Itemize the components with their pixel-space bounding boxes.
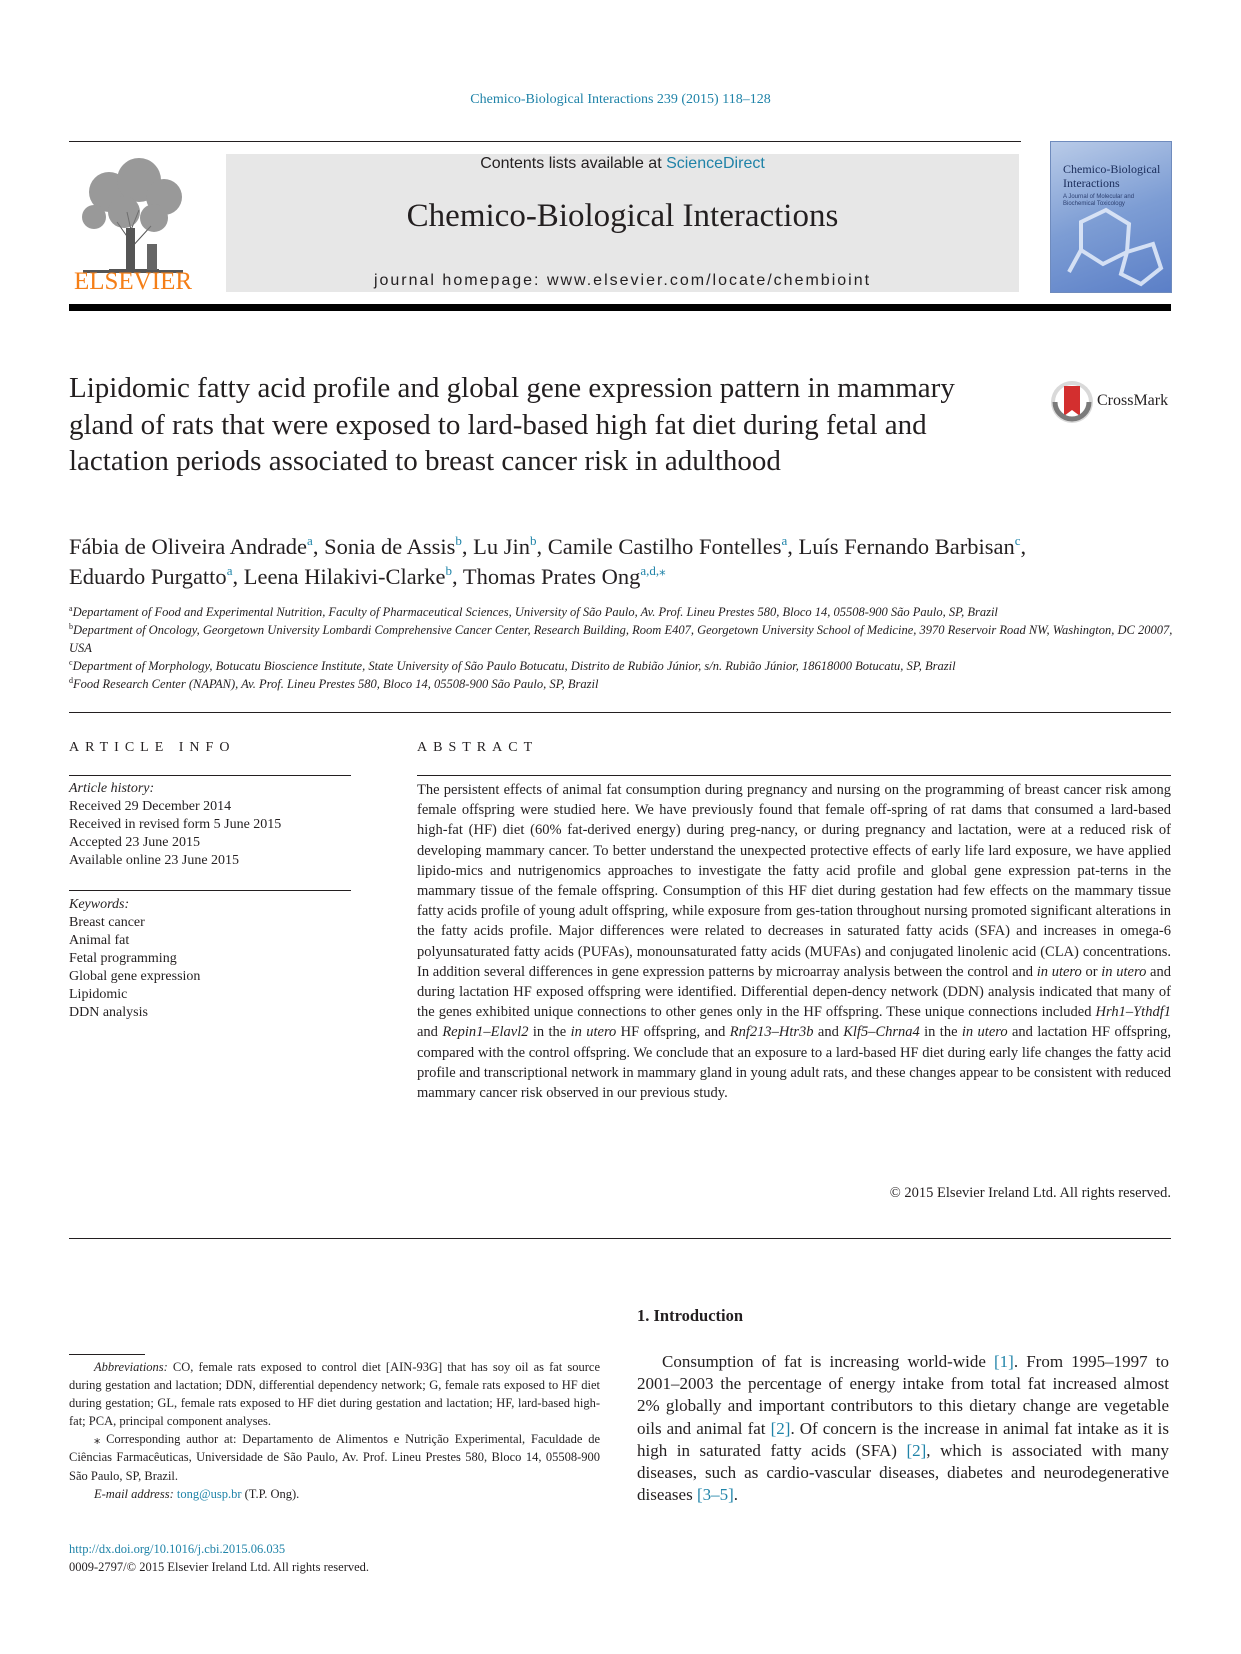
author-separator: , bbox=[232, 564, 244, 589]
journal-cover-image[interactable] bbox=[1050, 141, 1172, 293]
author-affiliation-mark[interactable]: a bbox=[226, 563, 233, 578]
keywords-label: Keywords: bbox=[69, 897, 130, 912]
reference-link[interactable]: [2] bbox=[770, 1418, 791, 1438]
header-thick-rule bbox=[69, 304, 1171, 311]
author-affiliation-mark[interactable]: b bbox=[529, 533, 537, 548]
abbreviations-footnote: Abbreviations: CO, female rats exposed to control diet [AIN-93G] that has soy oil as fat source during gestation and lactation; DDN, differential dependency network; G, female rats exposed to HF diet during gestation; GL, female rats exposed to HF diet during gestation and lactation; HF, lard-based high-fat; PCA, principal component analyses. bbox=[69, 1360, 600, 1429]
author-list bbox=[69, 532, 1179, 592]
history-item: Available online 23 June 2015 bbox=[69, 853, 240, 868]
author-separator: , bbox=[461, 534, 474, 559]
email-link[interactable]: tong@usp.br bbox=[176, 1486, 242, 1501]
affiliation-label: d bbox=[69, 676, 73, 685]
elsevier-wordmark: ELSEVIER bbox=[73, 268, 193, 295]
author-affiliation-mark[interactable]: c bbox=[1014, 533, 1021, 548]
author-name[interactable]: Leena Hilakivi-Clarke bbox=[243, 564, 446, 589]
article-title: Lipidomic fatty acid profile and global gene expression pattern in mammary gland of rats that were exposed to lard-based high fat diet during fetal and lactation periods associated to breast cancer risk in adulthood bbox=[69, 372, 955, 477]
crossmark-icon[interactable] bbox=[1050, 380, 1094, 424]
reference-link[interactable]: [3–5] bbox=[696, 1485, 734, 1505]
author-line-1 bbox=[69, 532, 1179, 562]
keyword-item: Fetal programming bbox=[69, 951, 177, 966]
affiliation-label: a bbox=[69, 604, 73, 613]
author-separator: , bbox=[312, 534, 325, 559]
doi-block bbox=[69, 1540, 369, 1576]
history-item: Accepted 23 June 2015 bbox=[69, 835, 201, 850]
author-separator: , bbox=[536, 534, 548, 559]
author-name[interactable]: Lu Jin bbox=[473, 534, 530, 559]
affiliation-text: Departament of Food and Experimental Nutrition, Faculty of Pharmaceutical Sciences, University of São Paulo, Av. Prof. Lineu Prestes 580, Bloco 14, 05508-900 São Paulo, SP, Brazil bbox=[72, 605, 998, 619]
reference-link[interactable]: [1] bbox=[994, 1352, 1014, 1371]
article-info-heading: ARTICLE INFO bbox=[69, 740, 236, 755]
keywords-rule bbox=[69, 890, 351, 891]
author-line-2 bbox=[69, 562, 1179, 592]
cover-title: Chemico-Biological Interactions bbox=[1063, 162, 1161, 190]
cover-subtitle: A Journal of Molecular and Biochemical Toxicology bbox=[1063, 194, 1135, 207]
doi-link[interactable]: http://dx.doi.org/10.1016/j.cbi.2015.06.035 bbox=[69, 1542, 286, 1556]
email-label: E-mail address: bbox=[94, 1486, 174, 1501]
reference-link[interactable]: [2] bbox=[906, 1440, 927, 1460]
keyword-item: DDN analysis bbox=[69, 1005, 148, 1020]
article-info-rule bbox=[69, 775, 351, 776]
affiliation-item bbox=[69, 657, 1179, 675]
affiliations-bottom-rule bbox=[69, 712, 1171, 713]
corresponding-author-footnote: ⁎ Corresponding author at: Departamento de Alimentos e Nutrição Experimental, Faculdade de Ciências Farmacêuticas, Universidade de São Paulo, Av. Prof. Lineu Prestes 580, Bloco 14, 05508-900 São Paulo, SP, Brazil. bbox=[69, 1432, 600, 1483]
history-item: Received 29 December 2014 bbox=[69, 799, 232, 814]
affiliation-label: c bbox=[69, 658, 73, 667]
author-name[interactable]: Sonia de Assis bbox=[324, 534, 456, 559]
sciencedirect-link[interactable]: ScienceDirect bbox=[666, 155, 765, 172]
affiliation-text: Department of Morphology, Botucatu Bioscience Institute, State University of São Paulo Botucatu, Distrito de Rubião Júnior, s/n. Rubião Júnior, 18618000 Botucatu, SP, Brazil bbox=[72, 659, 956, 673]
author-affiliation-mark[interactable]: a bbox=[781, 533, 788, 548]
article-history bbox=[69, 780, 359, 870]
author-name[interactable]: Eduardo Purgatto bbox=[69, 564, 227, 589]
contents-prefix: Contents lists available at bbox=[480, 155, 667, 172]
email-footnote: E-mail address: tong@usp.br (T.P. Ong). bbox=[94, 1486, 300, 1501]
affiliation-item bbox=[69, 675, 1179, 693]
author-separator: , bbox=[787, 534, 799, 559]
introduction-heading: 1. Introduction bbox=[637, 1306, 744, 1325]
abstract-heading: ABSTRACT bbox=[417, 740, 539, 755]
abstract-bottom-rule bbox=[69, 1238, 1171, 1239]
footnotes bbox=[69, 1358, 600, 1503]
keyword-item: Global gene expression bbox=[69, 969, 201, 984]
abstract-copyright: © 2015 Elsevier Ireland Ltd. All rights reserved. bbox=[889, 1185, 1171, 1201]
keyword-item: Animal fat bbox=[69, 933, 130, 948]
author-affiliation-mark[interactable]: b bbox=[455, 533, 462, 548]
abstract-text: The persistent effects of animal fat consumption during pregnancy and nursing on the programming of breast cancer risk among female offspring were studied here. We have previously found that female off-spring of rat dams that consumed a lard-based high-fat (HF) diet (60% fat-derived energy) during preg-nancy, or during pregnancy and lactation, were at a reduced risk of developing mammary cancer. To better understand the unexpected protective effects of early life lard exposure, we have applied lipido-mics and nutrigenomics approaches to investigate the fatty acid profile and global gene expression pat-terns in the mammary tissue of the female offspring. Consumption of this HF diet during gestation had few effects on the mammary tissue fatty acids profile of young adult offspring, while exposure from ges-tation throughout nursing promoted significant alterations in the fatty acids profile. Major differences were related to decreases in saturated fatty acids (SFA) and increases in omega-6 polyunsaturated fatty acids (PUFAs), monounsaturated fatty acids (MUFAs) and conjugated linolenic acid (CLA) concentrations. In addition several differences in gene expression patterns by microarray analysis between the control and in utero or in utero and during lactation HF exposed offspring were identified. Differential depen-dency network (DDN) analysis indicated that many of the genes exhibited unique connections to other genes only in the HF offspring. These unique connections included Hrh1–Ythdf1 and Repin1–Elavl2 in the in utero HF offspring, and Rnf213–Htr3b and Klf5–Chrna4 in the in utero and lactation HF offspring, compared with the control offspring. We conclude that an exposure to a lard-based HF diet during early life changes the fatty acid profile and transcriptional network in mammary gland in young adult rats, and these changes appear to be consistent with reduced mammary cancer risk observed in our previous study. bbox=[417, 782, 1171, 1102]
author-affiliation-mark[interactable]: a,d,⁎ bbox=[640, 563, 666, 578]
affiliation-list bbox=[69, 603, 1179, 693]
introduction-paragraph: Consumption of fat is increasing world-wide [1]. From 1995–1997 to 2001–2003 the percentage of energy intake from total fat increased almost 2% globally and important contributors to this dietary change are vegetable oils and animal fat [2]. Of concern is the increase in animal fat intake as it is high in saturated fatty acids (SFA) [2], which is associated with many diseases, such as cardio-vascular diseases, diabetes and neurodegenerative diseases [3–5]. bbox=[637, 1352, 1169, 1505]
author-name[interactable]: Thomas Prates Ong bbox=[462, 564, 641, 589]
abstract-rule bbox=[417, 775, 1171, 776]
issn-line: 0009-2797/© 2015 Elsevier Ireland Ltd. All rights reserved. bbox=[69, 1560, 370, 1574]
author-affiliation-mark[interactable]: b bbox=[445, 563, 453, 578]
author-affiliation-mark[interactable]: a bbox=[307, 533, 313, 548]
journal-name: Chemico-Biological Interactions bbox=[406, 198, 839, 234]
keywords-block bbox=[69, 896, 359, 1022]
affiliation-text: Department of Oncology, Georgetown University Lombardi Comprehensive Cancer Center, Research Building, Room E407, Georgetown University School of Medicine, 3970 Reservoir Road NW, Washington, DC 20007, USA bbox=[69, 623, 1173, 655]
article-history-label: Article history: bbox=[69, 781, 155, 796]
journal-masthead bbox=[226, 154, 1019, 292]
footnote-rule bbox=[69, 1354, 145, 1355]
author-separator: , bbox=[1020, 534, 1027, 559]
contents-available-line bbox=[226, 154, 1019, 174]
affiliation-text: Food Research Center (NAPAN), Av. Prof. Lineu Prestes 580, Bloco 14, 05508-900 São Paulo, SP, Brazil bbox=[73, 677, 599, 691]
author-name[interactable]: Fábia de Oliveira Andrade bbox=[69, 534, 308, 559]
affiliation-item bbox=[69, 603, 1179, 621]
author-separator: , bbox=[452, 564, 463, 589]
affiliation-label: b bbox=[69, 622, 73, 631]
history-item: Received in revised form 5 June 2015 bbox=[69, 817, 282, 832]
header-top-rule bbox=[69, 141, 1021, 142]
author-name[interactable]: Camile Castilho Fontelles bbox=[547, 534, 782, 559]
abbreviations-label: Abbreviations: bbox=[94, 1360, 168, 1374]
keyword-item: Lipidomic bbox=[69, 987, 128, 1002]
molecule-graphic bbox=[1061, 202, 1165, 288]
journal-homepage[interactable]: journal homepage: www.elsevier.com/locate/chembioint bbox=[373, 272, 872, 289]
author-name[interactable]: Luís Fernando Barbisan bbox=[798, 534, 1015, 559]
crossmark-label[interactable]: CrossMark bbox=[1097, 392, 1169, 409]
keyword-item: Breast cancer bbox=[69, 915, 145, 930]
affiliation-item bbox=[69, 621, 1179, 657]
journal-citation[interactable]: Chemico-Biological Interactions 239 (2015) 118–128 bbox=[470, 92, 771, 107]
